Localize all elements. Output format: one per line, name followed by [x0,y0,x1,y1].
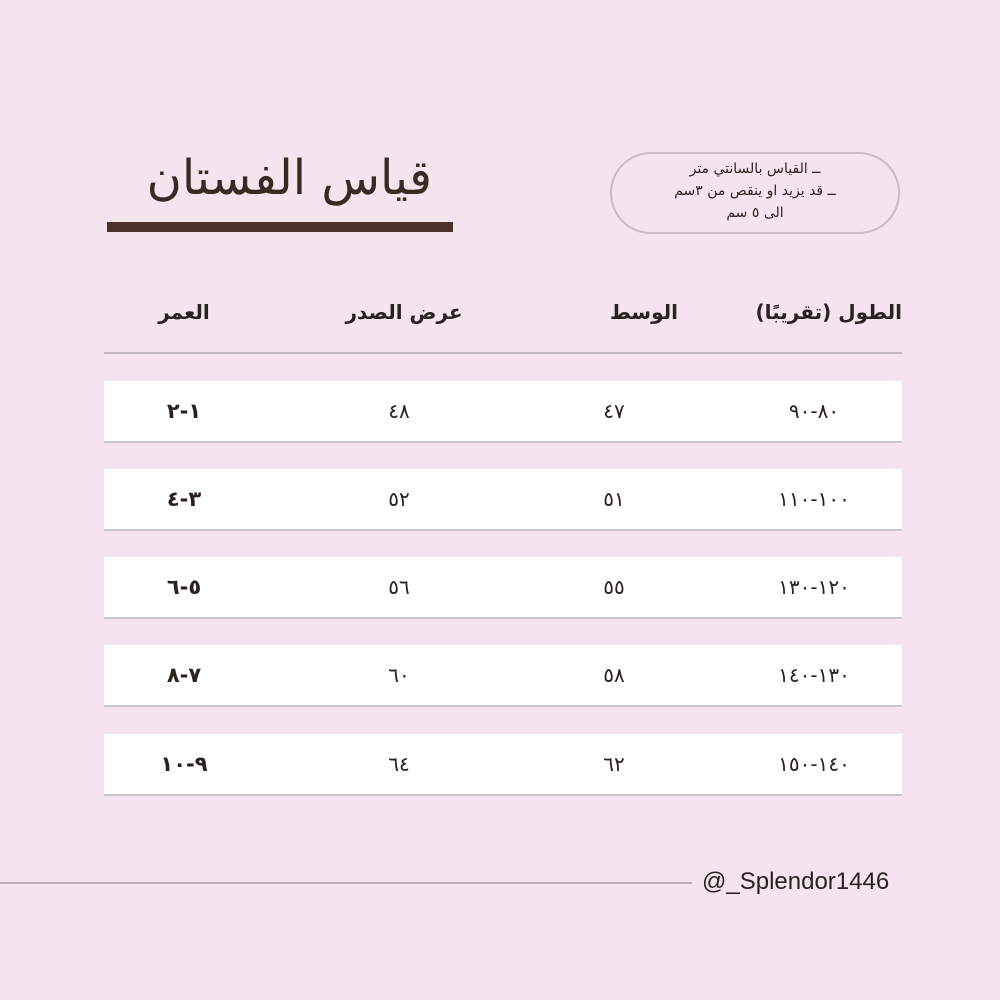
footer-divider [0,882,692,884]
notes-pill [610,152,900,234]
cell-age: ٧-٨ [166,663,202,687]
cell-waist: ٥٨ [603,663,625,687]
cell-length: ٨٠-٩٠ [788,399,840,423]
note-line: ــ قد يزيد او ينقص من ٣سم [674,183,836,199]
table-row [104,645,902,707]
cell-age: ٥-٦ [166,575,202,599]
note-line: الى ٥ سم [726,205,784,221]
table-row [104,557,902,619]
cell-age: ٩-١٠ [160,752,208,776]
cell-waist: ٥٥ [603,575,625,599]
cell-waist: ٦٢ [603,752,625,776]
social-handle: @_Splendor1446 [702,868,890,895]
header-divider [104,352,902,354]
title-underline [107,222,453,232]
page-title: قياس الفستان [146,150,432,206]
table-row [104,734,902,796]
cell-length: ١٤٠-١٥٠ [778,752,850,776]
cell-chest: ٤٨ [388,399,410,423]
cell-chest: ٥٢ [388,487,410,511]
cell-age: ٣-٤ [166,487,202,511]
cell-length: ١٠٠-١١٠ [778,487,850,511]
cell-length: ١٢٠-١٣٠ [778,575,850,599]
table-row [104,381,902,443]
table-header [104,290,902,334]
table-row [104,469,902,531]
note-line: ــ القياس بالسانتي متر [689,161,821,177]
header-waist: الوسط [610,300,678,324]
header-age: العمر [158,300,210,324]
header-length: الطول (تقريبًا) [755,300,902,324]
cell-age: ١-٢ [166,399,202,423]
cell-length: ١٣٠-١٤٠ [778,663,850,687]
cell-chest: ٦٤ [388,752,410,776]
cell-waist: ٥١ [603,487,625,511]
cell-chest: ٦٠ [388,663,410,687]
cell-chest: ٥٦ [388,575,410,599]
header-chest-width: عرض الصدر [345,300,463,324]
title-block [100,140,460,240]
cell-waist: ٤٧ [603,399,625,423]
